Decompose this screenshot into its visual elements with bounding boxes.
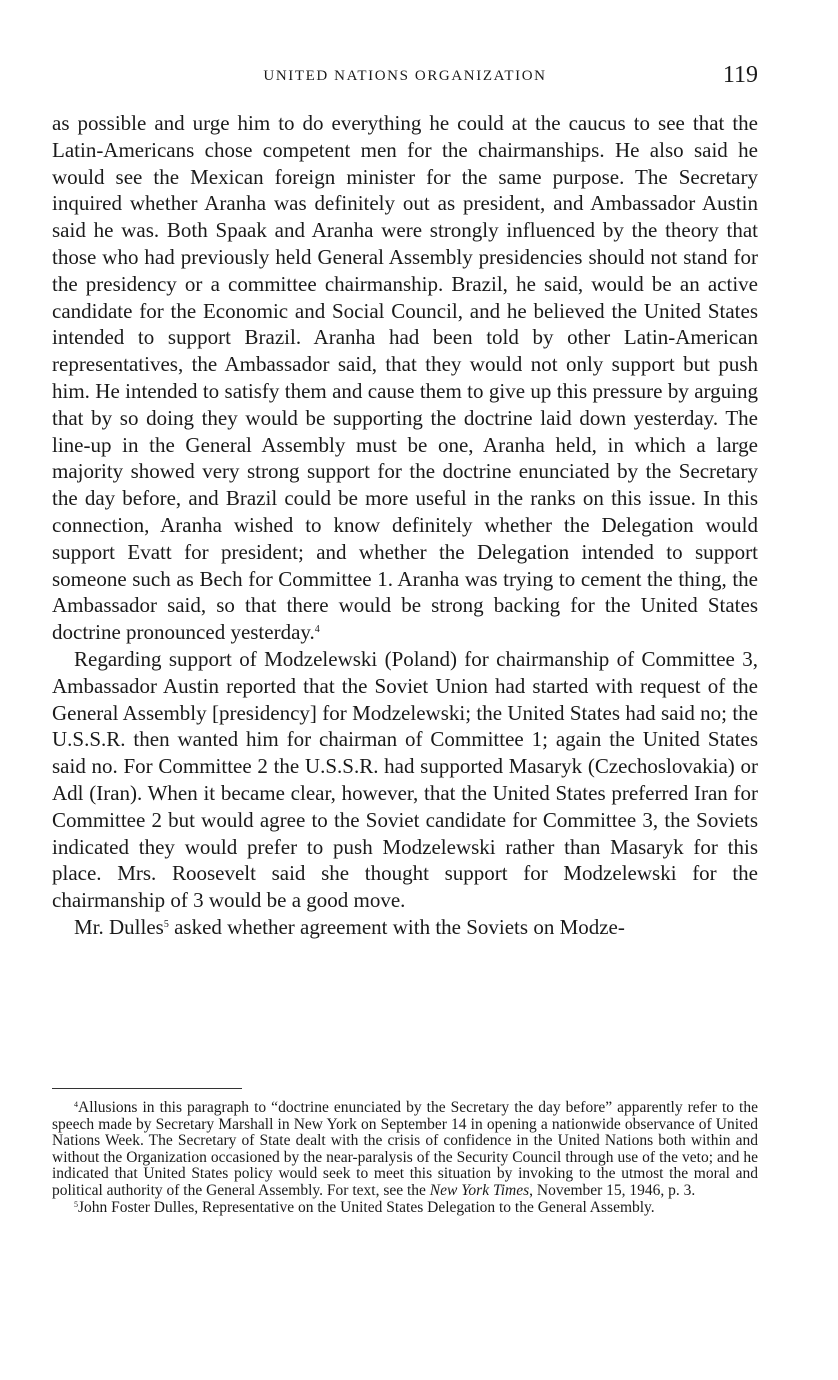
running-head: UNITED NATIONS ORGANIZATION	[263, 68, 547, 84]
paragraph-3-rest: asked whether agreement with the Soviets on Modze-	[168, 914, 625, 939]
paragraph-1-text: as possible and urge him to do everything he could at the caucus to see that the Latin-Americans chose competent men for the chairmanships. He also said he would see the Mexican foreign minister for the same purpose. The Secretary inquired whether Aranha was definitely out as president, and Ambassador Austin said he was. Both Spaak and Aranha were strongly influenced by the theory that those who had previously held General Assembly presidencies should not stand for the presidency or a committee chairmanship. Brazil, he said, would be an active candidate for the Economic and Social Council, and he believed the United States intended to support Brazil. Aranha had been told by other Latin-American representatives, the Ambassador said, that they would not only support but push him. He intended to satisfy them and cause them to give up this pressure by arguing that by so doing they would be supporting the doctrine laid down yesterday. The line-up in the General Assembly must be one, Aranha held, in which a large majority showed very strong support for the doctrine enunciated by the Secretary the day before, and Brazil could be more useful in the ranks on this issue. In this connection, Aranha wished to know definitely whether the Delegation would support Evatt for president; and whether the Delegation intended to support someone such as Bech for Committee 1. Aranha was trying to cement the thing, the Ambassador said, so that there would be strong backing for the United States doctrine pronounced yesterday.	[52, 111, 758, 645]
paragraph-2: Regarding support of Modzelewski (Poland) for chairmanship of Committee 3, Ambassador Austin reported that the Soviet Union had started with request of the General Assembly [presidency] for Modzelewski; the United States had said no; the U.S.S.R. then wanted him for chairman of Committee 1; again the United States said no. For Committee 2 the U.S.S.R. had supported Masaryk (Czechoslovakia) or Adl (Iran). When it became clear, however, that the United States preferred Iran for Committee 2 but would agree to the Soviet candidate for Committee 3, the Soviets indicated they would prefer to push Modzelewski rather than Masaryk for this place. Mrs. Roosevelt said she thought support for Modzelewski for the chairmanship of 3 would be a good move.	[52, 646, 758, 913]
footnote-4-mark: 4	[74, 1100, 78, 1109]
footnote-ref-5: 5	[163, 918, 169, 930]
page-header	[52, 62, 758, 92]
page-number: 119	[722, 62, 758, 88]
body-text	[52, 110, 758, 941]
footnote-ref-4: 4	[314, 624, 320, 636]
paragraph-3-start: Mr. Dulles	[74, 914, 164, 939]
paragraph-1	[52, 110, 758, 646]
footnote-5-mark: 5	[74, 1199, 78, 1209]
footnote-4-italic: New York Times	[429, 1181, 530, 1199]
footnote-4-text: Allusions in this paragraph to “doctrine enunciated by the Secretary the day before” apparently refer to the speech made by Secretary Marshall in New York on September 14 in opening a nationwide observance of United Nations Week. The Secretary of State dealt with the crisis of confidence in the United Nations both within and without the Organization occasioned by the near-paralysis of the Security Council through use of the veto; and he indicated that United States policy would seek to meet this situation by invoking to the utmost the moral and political authority of the General Assembly. For text, see the	[52, 1099, 758, 1199]
footnote-5	[52, 1200, 758, 1217]
footnote-4-end: , November 15, 1946, p. 3.	[529, 1181, 696, 1199]
paragraph-3	[52, 914, 758, 941]
footnote-4	[52, 1100, 758, 1200]
footnote-rule	[52, 1088, 242, 1089]
footnote-5-text: John Foster Dulles, Representative on the United States Delegation to the General Assembly.	[78, 1198, 655, 1216]
footnotes	[52, 1100, 758, 1216]
